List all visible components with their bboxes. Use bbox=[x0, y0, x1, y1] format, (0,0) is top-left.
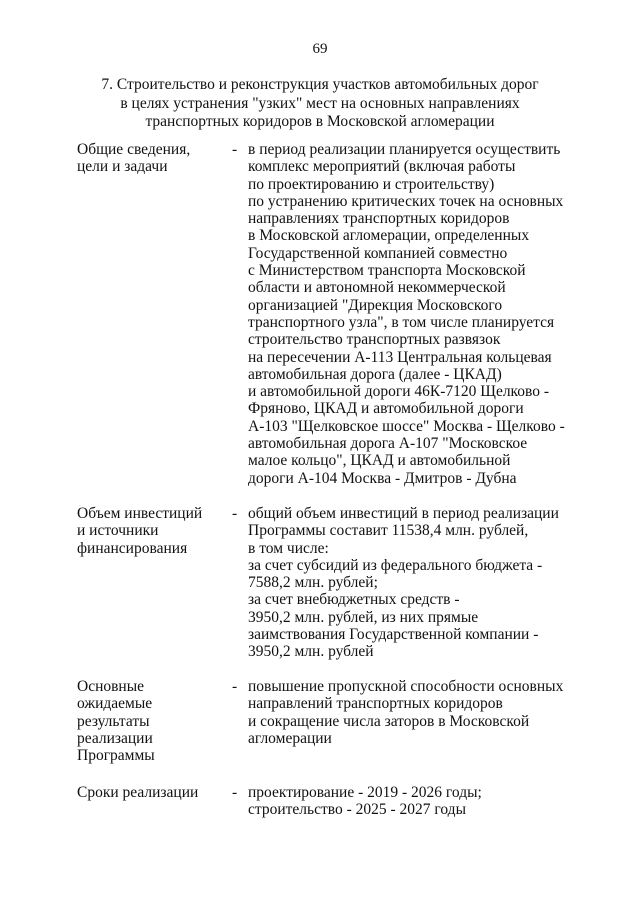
value-line: за счет внебюджетных средств - bbox=[248, 591, 460, 609]
value-line: и сокращение числа заторов в Московской bbox=[248, 712, 530, 730]
label-line: финансирования bbox=[77, 539, 188, 557]
section-title bbox=[0, 76, 640, 132]
value-line: на пересечении А-113 Центральная кольцевая bbox=[248, 348, 552, 366]
value-line: направлений транспортных коридоров bbox=[248, 695, 503, 713]
value-line: Программы составит 11538,4 млн. рублей, bbox=[248, 522, 529, 540]
row-dash: - bbox=[232, 141, 238, 158]
section-title-line: транспортных коридоров в Московской агломерации bbox=[145, 113, 495, 130]
value-line: области и автономной некоммерческой bbox=[248, 279, 506, 297]
section-title-line: 7. Строительство и реконструкция участков автомобильных дорог bbox=[101, 76, 539, 93]
value-line: комплекс мероприятий (включая работы bbox=[248, 158, 516, 176]
row-label bbox=[77, 784, 227, 801]
label-line: и источники bbox=[77, 522, 159, 540]
value-line: автомобильная дорога (далее - ЦКАД) bbox=[248, 365, 502, 383]
label-line: Объем инвестиций bbox=[77, 505, 203, 522]
value-line: транспортного узла", в том числе планируется bbox=[248, 313, 555, 331]
row-dash: - bbox=[232, 784, 238, 801]
value-line: Государственной компанией совместно bbox=[248, 244, 508, 262]
value-line: общий объем инвестиций в период реализации bbox=[248, 505, 559, 522]
value-line: организацией "Дирекция Московского bbox=[248, 296, 503, 314]
value-line: проектирование - 2019 - 2026 годы; bbox=[248, 784, 482, 801]
label-line: цели и задачи bbox=[77, 158, 168, 176]
value-line: малое кольцо", ЦКАД и автомобильной bbox=[248, 452, 511, 470]
value-line: 3950,2 млн. рублей bbox=[248, 643, 374, 661]
value-line: с Министерством транспорта Московской bbox=[248, 262, 526, 280]
label-line: Общие сведения, bbox=[77, 141, 191, 158]
value-line: дороги А-104 Москва - Дмитров - Дубна bbox=[248, 469, 517, 487]
label-line: ожидаемые bbox=[77, 695, 153, 713]
label-line: Сроки реализации bbox=[77, 784, 199, 801]
value-line: агломерации bbox=[248, 729, 332, 747]
value-line: автомобильная дорога А-107 "Московское bbox=[248, 435, 528, 453]
value-line: 7588,2 млн. рублей; bbox=[248, 574, 378, 592]
label-line: реализации bbox=[77, 729, 153, 747]
row-value bbox=[248, 678, 578, 747]
value-line: заимствования Государственной компании - bbox=[248, 626, 539, 644]
value-line: строительство - 2025 - 2027 годы bbox=[248, 801, 466, 819]
value-line: направлениях транспортных коридоров bbox=[248, 210, 510, 228]
value-line: и автомобильной дороги 46К-7120 Щелково - bbox=[248, 383, 550, 401]
value-line: за счет субсидий из федерального бюджета - bbox=[248, 556, 543, 574]
row-label bbox=[77, 141, 227, 176]
value-line: строительство транспортных развязок bbox=[248, 331, 501, 349]
value-line: А-103 "Щелковское шоссе" Москва - Щелково - bbox=[248, 417, 565, 435]
label-line: Программы bbox=[77, 747, 155, 765]
section-title-line: в целях устранения "узких" мест на основных направлениях bbox=[120, 94, 520, 112]
row-value bbox=[248, 141, 578, 487]
value-line: по устранению критических точек на основных bbox=[248, 192, 564, 210]
row-dash: - bbox=[232, 505, 238, 522]
row-dash: - bbox=[232, 678, 238, 695]
value-line: Фряново, ЦКАД и автомобильной дороги bbox=[248, 400, 524, 418]
label-line: результаты bbox=[77, 712, 150, 730]
value-line: в том числе: bbox=[248, 539, 329, 557]
row-value bbox=[248, 505, 578, 661]
row-label bbox=[77, 678, 227, 764]
row-value bbox=[248, 784, 578, 819]
row-label bbox=[77, 505, 227, 557]
value-line: по проектированию и строительству) bbox=[248, 175, 495, 193]
value-line: повышение пропускной способности основных bbox=[248, 678, 564, 695]
page-number: 69 bbox=[312, 41, 328, 57]
value-line: 3950,2 млн. рублей, из них прямые bbox=[248, 608, 479, 626]
value-line: в Московской агломерации, определенных bbox=[248, 227, 530, 245]
label-line: Основные bbox=[77, 678, 145, 695]
value-line: в период реализации планируется осуществить bbox=[248, 141, 561, 158]
